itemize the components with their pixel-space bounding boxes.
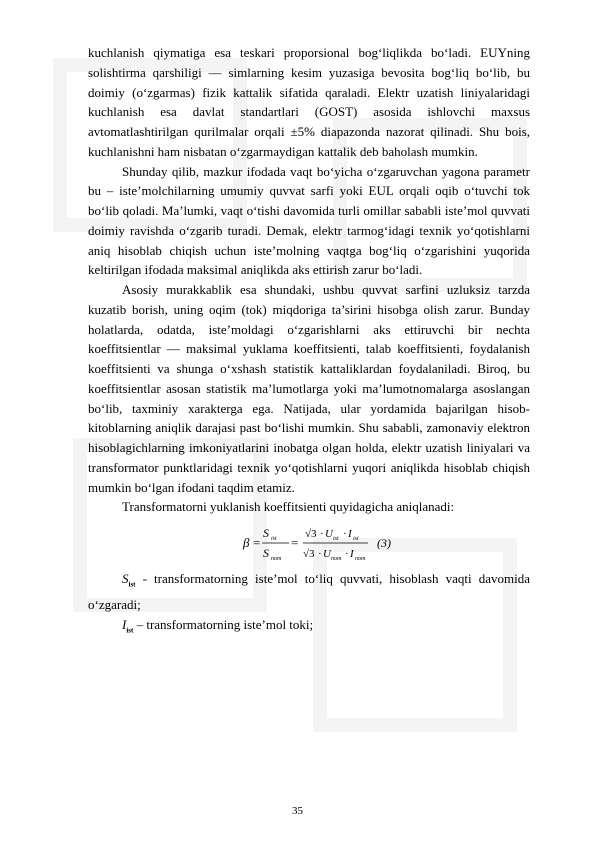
formula-equals-1: = bbox=[253, 535, 261, 550]
formula-i-ist: I bbox=[348, 528, 352, 540]
definition-s-ist-text: - transformatorning iste’mol to‘liq quvvati, hisoblash vaqti davomida o‘zgaradi; bbox=[88, 571, 530, 613]
paragraph-1: kuchlanish qiymatiga esa teskari proporsional bog‘liqlikda bo‘ladi. EUYning solishtirma qarshiligi — simlarning kesim yuzasiga bevosita bog‘liq bo‘lib, bu doimiy (o‘zgarmas) fizik kattalik sifatida qaraladi. Elektr uzatish liniyalaridagi kuchlanish esa davlat standartlari (GOST) asosida ishlovchi maxsus avtomatlashtirilgan qurilmalar orqali ±5% diapazonda nazorat qilinadi. Shu bois, kuchlanishni ham nisbatan o‘zgarmaydigan kattalik deb baholash mumkin. bbox=[88, 45, 530, 159]
formula-u-ist-sub: ist bbox=[333, 536, 339, 542]
definition-i-ist-text: – transformatorning iste’mol toki; bbox=[133, 617, 314, 633]
paragraph-2: Shunday qilib, mazkur ifodada vaqt bo‘yicha o‘zgaruvchan yagona parametr bu – iste’molchilarning umumiy quvvat sarfi yoki EUL orqali oqib o‘tuvchi tok bo‘lib qoladi. Ma’lumki, vaqt o‘tishi davomida turli omillar sababli iste’mol quvvati doimiy ravishda o‘zgarib turadi. Demak, elektr tarmog‘idagi texnik yo‘qotishlarni aniq hisoblab chiqish uchun iste’molning vaqtga bog‘liq o‘zgarishini yuqorida keltirilgan ifodada maksimal aniqlikda aks ettirish zarur bo‘ladi. bbox=[88, 163, 530, 278]
formula-i-nom: I bbox=[350, 548, 354, 560]
formula-dot-2: · bbox=[343, 528, 347, 540]
formula-number: (3) bbox=[377, 536, 391, 550]
definition-s-ist-subscript: ist bbox=[128, 580, 136, 589]
formula-beta: β bbox=[243, 535, 250, 550]
formula-s-ist: S bbox=[263, 526, 269, 540]
formula-dot-3: · bbox=[318, 548, 322, 560]
definition-i-ist-subscript: ist bbox=[126, 626, 134, 635]
formula-s-nom: S bbox=[263, 546, 269, 560]
formula-i-nom-sub: nom bbox=[355, 556, 366, 562]
paragraph-4: Transformatorni yuklanish koeffitsienti quyidagicha aniqlanadi: bbox=[122, 499, 455, 515]
formula-s-ist-sub: ist bbox=[271, 536, 277, 542]
formula-equals-2: = bbox=[291, 535, 299, 550]
paragraph-3: Asosiy murakkablik esa shundaki, ushbu quvvat sarfini uzluksiz tarzda kuzatib borish, uning oqim (tok) miqdoriga ta’sirini hisobga olish zarur. Bunday holatlarda, odatda, iste’moldagi o‘zgarishlarni aks ettiruvchi bir nechta koeffitsientlar — maksimal yuklama koeffitsienti, talab koeffitsienti, foydalanish koeffitsienti va shunga o‘xshash statistik kattaliklardan foydalaniladi. Biroq, bu koeffitsientlar asosan statistik ma’lumotlarga yoki ma’lumotnomalarga asoslangan bo‘lib, taxminiy xarakterga ega. Natijada, ular yordamida bajarilgan hisob-kitoblarning aniqlik darajasi past bo‘lishi mumkin. Shu sababli, zamonaviy elektron hisoblagichlarning imkoniyatlarini inobatga olgan holda, elektr uzatish liniyalari va transformator punktlaridagi texnik yo‘qotishlarni yuqori aniqlikda hisoblab chiqish mumkin bo‘lgan ifodani taqdim etamiz. bbox=[88, 282, 530, 495]
definition-i-ist bbox=[88, 615, 530, 641]
formula-u-nom: U bbox=[323, 548, 331, 560]
formula-i-ist-sub: ist bbox=[353, 536, 359, 542]
formula-u-ist: U bbox=[325, 528, 333, 540]
formula-u-nom-sub: nom bbox=[331, 556, 342, 562]
definition-s-ist bbox=[88, 569, 530, 615]
formula-sqrt3-top: √3 bbox=[305, 528, 317, 540]
formula-sqrt3-bottom: √3 bbox=[303, 548, 315, 560]
formula-dot-4: · bbox=[345, 548, 349, 560]
page-number: 35 bbox=[292, 805, 303, 817]
definition-i-ist-symbol: I bbox=[122, 617, 127, 633]
document-body bbox=[88, 43, 530, 641]
definition-s-ist-symbol: S bbox=[122, 571, 129, 586]
formula-s-nom-sub: nom bbox=[271, 556, 282, 562]
formula-3 bbox=[88, 519, 530, 569]
formula-dot-1: · bbox=[320, 528, 324, 540]
